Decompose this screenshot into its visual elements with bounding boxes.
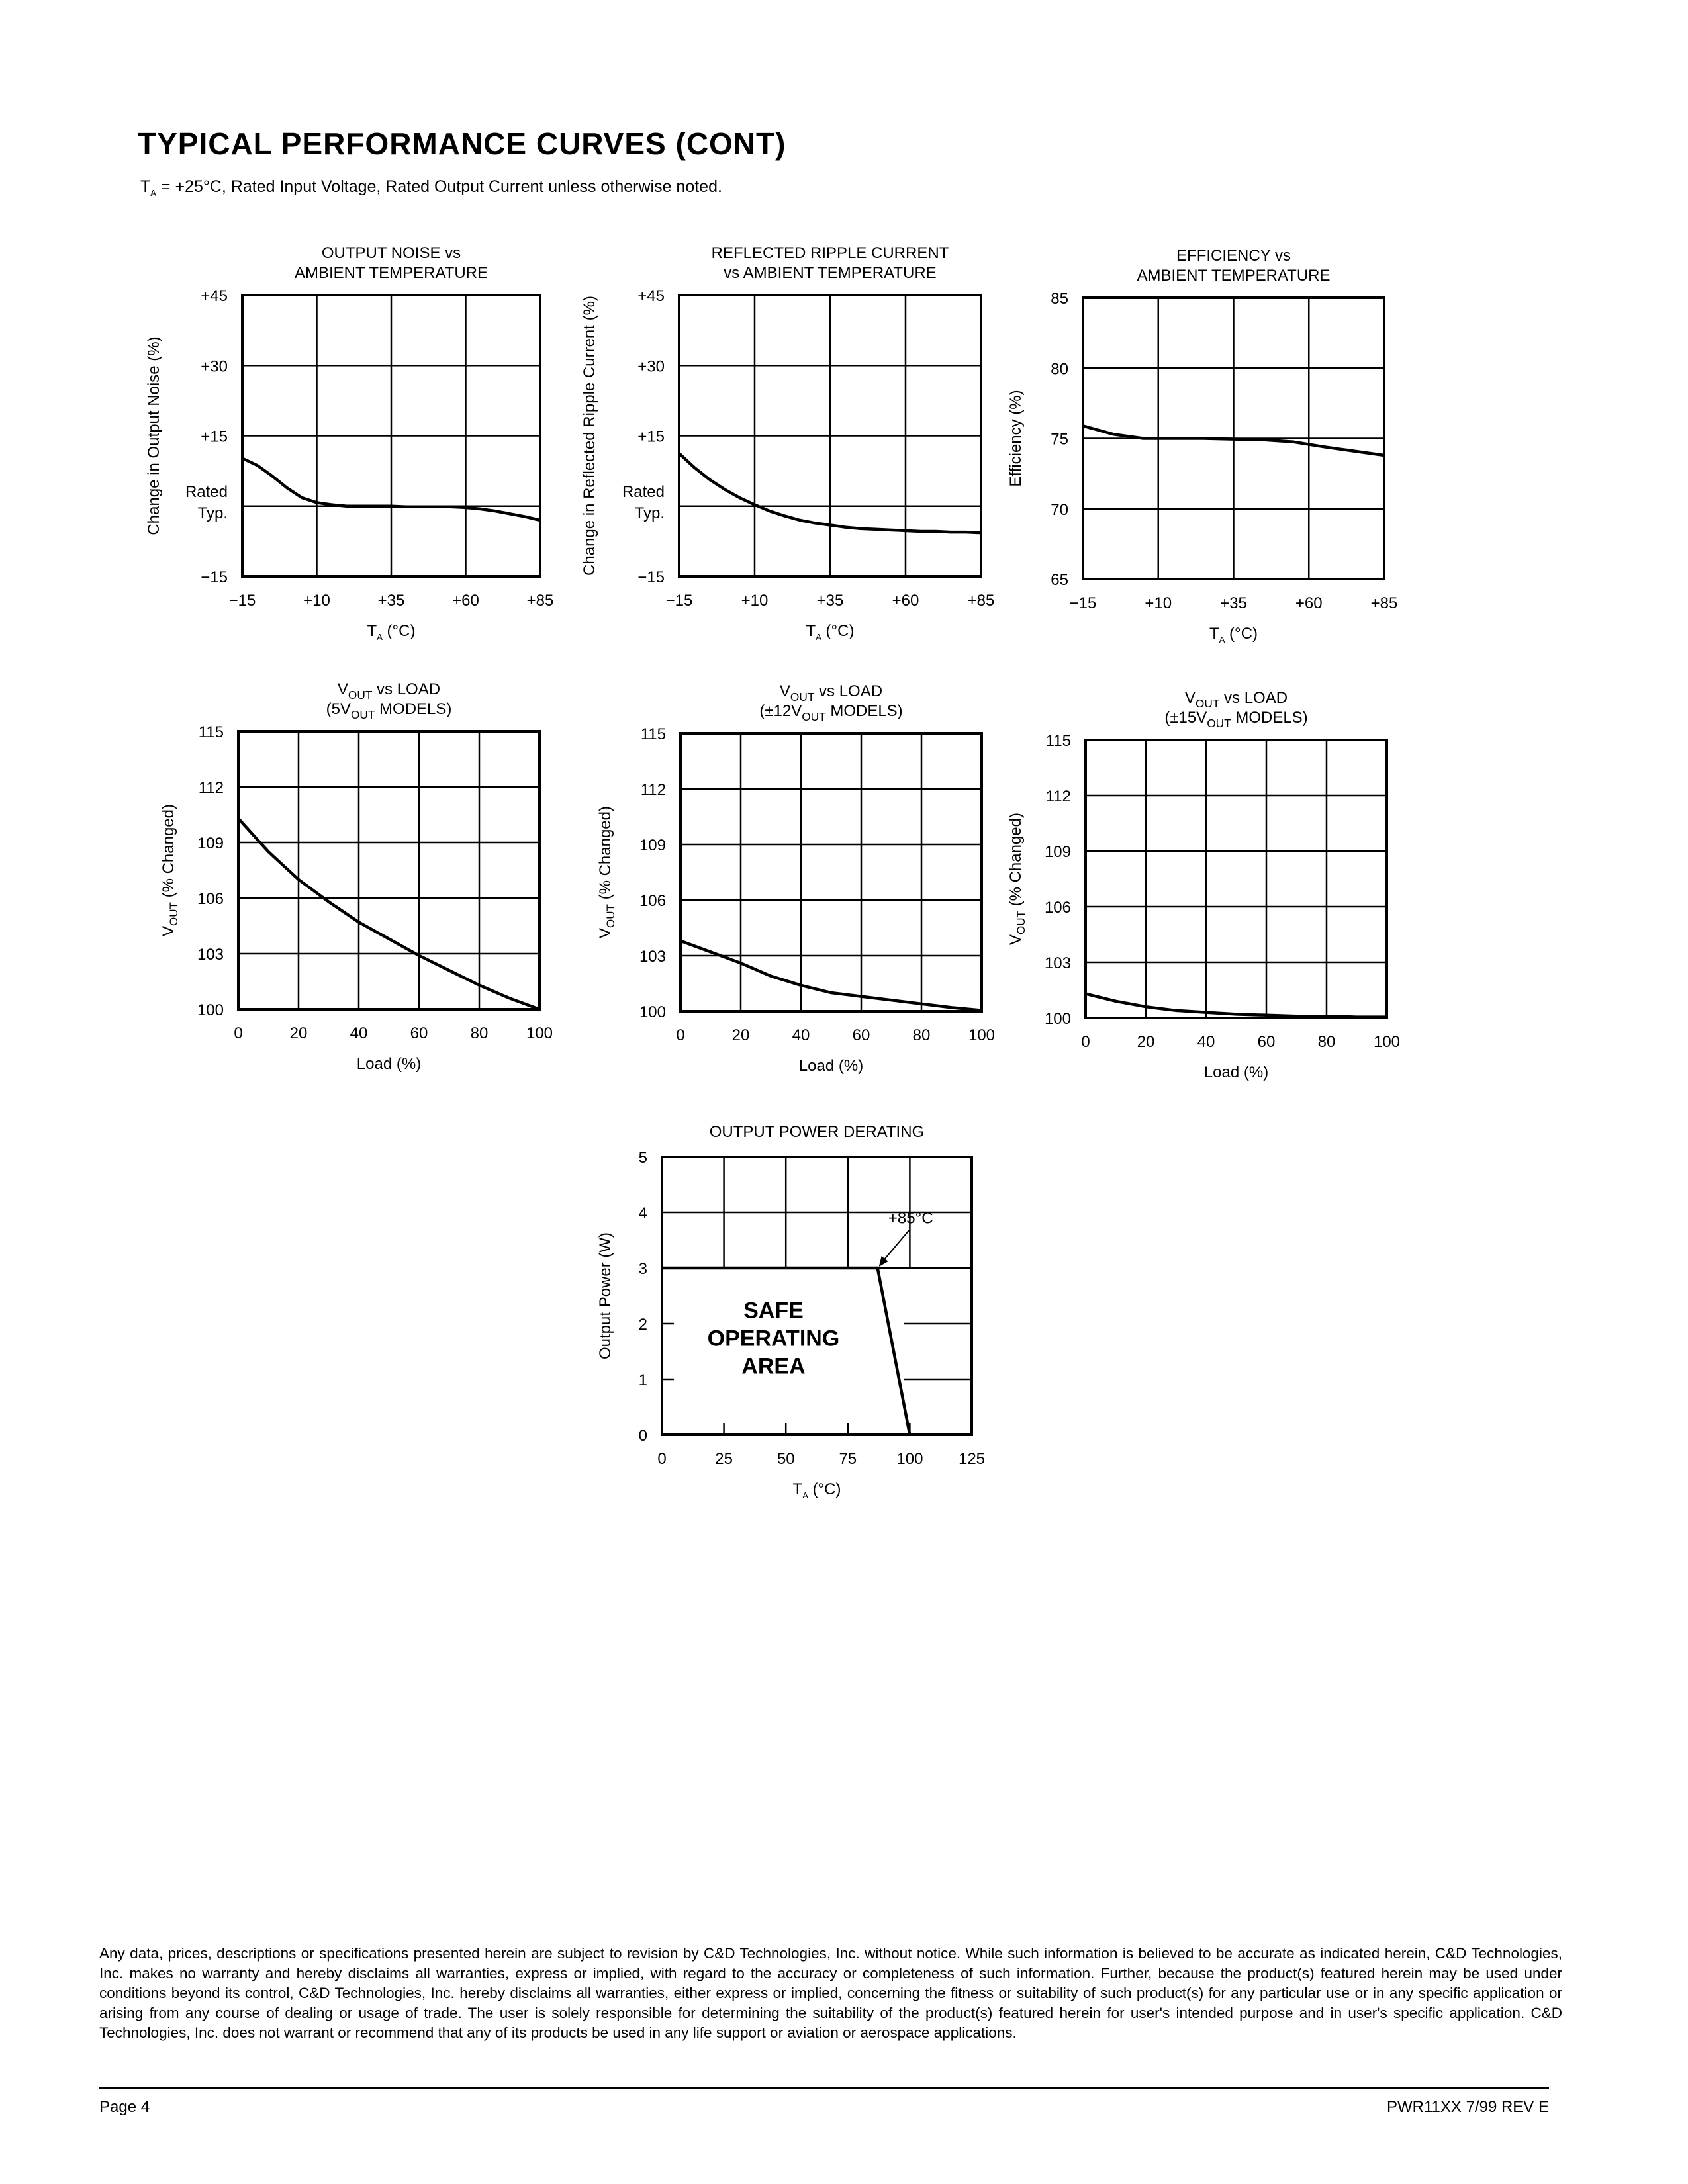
test-conditions	[140, 177, 722, 198]
y-tick-label: 1	[638, 1371, 647, 1389]
y-tick-label: 75	[1051, 430, 1068, 449]
y-axis-label: Output Power (W)	[596, 1232, 614, 1360]
chart-vout-12v	[583, 668, 1006, 1092]
chart-title-line: ($5V_{OUT}$ MODELS)	[326, 700, 452, 721]
y-tick-label: 80	[1051, 360, 1068, 379]
x-tick-label: +60	[892, 592, 919, 610]
y-tick-label: 115	[1045, 732, 1071, 750]
y-axis-label: $V_{OUT}$ (% Changed)	[160, 804, 180, 936]
page-heading: TYPICAL PERFORMANCE CURVES (CONT)	[138, 126, 786, 161]
series-line	[680, 941, 982, 1011]
y-tick-label: 112	[640, 781, 666, 799]
y-tick-label: +45	[637, 287, 665, 305]
y-tick-label: 115	[640, 725, 666, 743]
x-tick-label: +10	[1145, 594, 1172, 612]
y-axis-label: $V_{OUT}$ (% Changed)	[596, 806, 617, 938]
y-tick-label: 4	[638, 1205, 647, 1222]
x-tick-label: −15	[665, 592, 693, 610]
x-tick-label: 20	[1137, 1033, 1155, 1051]
y-axis-label: Change in Reflected Ripple Current (%)	[581, 296, 598, 576]
x-tick-label: 125	[958, 1450, 986, 1468]
series-line	[1086, 994, 1387, 1017]
cond-t: T	[140, 177, 151, 196]
y-tick-label: +45	[201, 287, 228, 305]
plot-frame	[680, 733, 982, 1011]
y-axis-label: $V_{OUT}$ (% Changed)	[1007, 813, 1027, 945]
y-tick-label: 0	[638, 1427, 647, 1445]
chart-title-line: $V_{OUT}$ vs LOAD	[779, 682, 883, 704]
x-tick-label: 60	[1257, 1033, 1276, 1051]
x-tick-label: +35	[1220, 594, 1247, 612]
chart-title-line: AMBIENT TEMPERATURE	[1137, 267, 1331, 285]
y-tick-label: −15	[637, 569, 665, 586]
x-tick-label: 100	[968, 1026, 996, 1044]
x-axis-label: $T_A$ (°C)	[1209, 625, 1258, 645]
y-tick-label: 109	[639, 837, 666, 854]
x-tick-label: +60	[1295, 594, 1323, 612]
x-tick-label: 100	[1373, 1033, 1401, 1051]
y-tick-label: 5	[638, 1149, 647, 1167]
x-tick-label: 25	[715, 1450, 733, 1468]
x-tick-label: 20	[731, 1026, 750, 1044]
y-tick-label: 2	[638, 1316, 647, 1334]
y-tick-label: Rated	[622, 482, 665, 501]
x-tick-label: 60	[410, 1024, 428, 1042]
x-tick-label: +85	[526, 592, 554, 610]
y-tick-label: 109	[1044, 843, 1071, 861]
y-tick-label: 100	[1044, 1010, 1071, 1028]
x-tick-label: 75	[839, 1450, 857, 1468]
chart-output-noise	[139, 238, 576, 649]
x-tick-label: 0	[676, 1026, 685, 1044]
y-tick-label: 106	[197, 890, 224, 908]
x-axis-label: Load (%)	[356, 1055, 422, 1073]
footer-rule	[99, 2087, 1549, 2089]
x-axis-label: Load (%)	[1203, 1064, 1269, 1081]
y-tick-label: 70	[1051, 500, 1068, 519]
x-tick-label: 40	[1197, 1033, 1215, 1051]
y-axis-label: Efficiency (%)	[1007, 390, 1025, 487]
annotation-arrowhead	[879, 1256, 888, 1267]
y-tick-label: 106	[639, 892, 666, 910]
chart-title-line: REFLECTED RIPPLE CURRENT	[711, 244, 949, 262]
disclaimer-text: Any data, prices, descriptions or specifications presented herein are subject to revision by C&D Technologies, Inc. without notice. While such information is believed to be accurate as indicated herein, C&D Technologies, Inc. makes no warranty and hereby disclaims all warranties, express or implied, with regard to the accuracy or completeness of such information. Further, because the product(s) featured herein may be used under conditions beyond its control, C&D Technologies, Inc. hereby disclaims all warranties, either express or implied, concerning the fitness or suitability of such product(s) for any particular use or in any specific application or arising from any course of dealing or usage of trade. The user is solely responsible for determining the suitability of the product(s) featured herein for user's intended purpose and in user's specific application. C&D Technologies, Inc. does not warrant or recommend that any of its products be used in any life support or aviation or aerospace applications.	[99, 1945, 1562, 2041]
x-tick-label: 20	[289, 1024, 308, 1042]
chart-title-line: EFFICIENCY vs	[1176, 247, 1291, 265]
chart-title-line: $V_{OUT}$ vs LOAD	[337, 680, 441, 702]
safe-area-label: AREA	[741, 1353, 806, 1379]
x-tick-label: −15	[228, 592, 256, 610]
chart-vout-15v	[993, 675, 1417, 1099]
chart-title-line: AMBIENT TEMPERATURE	[294, 264, 489, 282]
x-tick-label: 50	[776, 1450, 795, 1468]
plot-frame	[238, 731, 539, 1009]
chart-title-line: $V_{OUT}$ vs LOAD	[1184, 689, 1288, 710]
x-tick-label: +10	[303, 592, 330, 610]
x-tick-label: 80	[470, 1024, 489, 1042]
y-tick-label: 103	[197, 946, 224, 964]
y-tick-label: +15	[201, 428, 228, 446]
y-tick-label: Typ.	[634, 504, 665, 522]
y-tick-label: 112	[198, 779, 224, 797]
x-tick-label: 80	[912, 1026, 931, 1044]
y-tick-label: +15	[637, 428, 665, 446]
x-tick-label: 0	[657, 1450, 667, 1468]
y-tick-label: 65	[1051, 571, 1068, 589]
y-tick-label: +30	[637, 357, 665, 376]
y-tick-label: Rated	[185, 482, 228, 501]
x-tick-label: +10	[741, 592, 769, 610]
x-tick-label: 80	[1317, 1033, 1336, 1051]
y-tick-label: 112	[1045, 788, 1071, 805]
plot-frame	[662, 1157, 972, 1435]
x-tick-label: −15	[1069, 594, 1097, 612]
x-tick-label: +85	[967, 592, 995, 610]
page-number: Page 4	[99, 2098, 150, 2116]
y-tick-label: 100	[197, 1001, 224, 1019]
y-tick-label: 85	[1051, 290, 1068, 308]
x-axis-label: Load (%)	[798, 1057, 864, 1075]
safe-area-label: SAFE	[743, 1298, 804, 1324]
series-line	[238, 819, 539, 1009]
plot-frame	[1086, 740, 1387, 1018]
y-tick-label: −15	[201, 569, 228, 586]
y-tick-label: Typ.	[197, 504, 228, 522]
x-tick-label: 40	[792, 1026, 810, 1044]
chart-title-line: OUTPUT NOISE vs	[321, 244, 461, 262]
chart-title-line: ($\pm 15V_{OUT}$ MODELS)	[1164, 709, 1308, 730]
cond-a: A	[150, 188, 156, 198]
document-id: PWR11XX 7/99 REV E	[1387, 2098, 1549, 2116]
y-axis-label: Change in Output Noise (%)	[145, 336, 163, 535]
series-line	[662, 1268, 910, 1435]
x-axis-label: $T_A$ (°C)	[792, 1480, 841, 1500]
annotation-arrow	[882, 1230, 910, 1263]
x-tick-label: 100	[896, 1450, 923, 1468]
x-tick-label: 0	[234, 1024, 243, 1042]
x-tick-label: 60	[852, 1026, 870, 1044]
y-tick-label: +30	[201, 357, 228, 376]
x-tick-label: +60	[452, 592, 479, 610]
chart-title-line: OUTPUT POWER DERATING	[709, 1123, 925, 1141]
x-tick-label: 40	[350, 1024, 368, 1042]
chart-efficiency	[993, 238, 1417, 649]
y-tick-label: 3	[638, 1260, 647, 1278]
y-tick-label: 109	[197, 835, 224, 852]
y-tick-label: 103	[639, 948, 666, 966]
x-tick-label: +35	[816, 592, 844, 610]
chart-title-line: vs AMBIENT TEMPERATURE	[724, 264, 937, 282]
y-tick-label: 115	[198, 723, 224, 741]
safe-area-label: OPERATING	[707, 1326, 840, 1351]
cond-rest: = +25°C, Rated Input Voltage, Rated Output Current unless otherwise noted.	[156, 177, 722, 196]
chart-reflected-ripple	[576, 238, 1000, 649]
chart-vout-5v	[146, 668, 569, 1092]
chart-power-derating	[583, 1118, 1006, 1522]
x-axis-label: $T_A$ (°C)	[806, 622, 855, 642]
y-tick-label: 103	[1044, 954, 1071, 972]
x-tick-label: +85	[1370, 594, 1398, 612]
chart-title-line: ($\pm 12V_{OUT}$ MODELS)	[759, 702, 903, 723]
y-tick-label: 100	[639, 1003, 666, 1021]
y-tick-label: 106	[1044, 899, 1071, 917]
x-tick-label: +35	[377, 592, 405, 610]
x-axis-label: $T_A$ (°C)	[367, 622, 416, 642]
x-tick-label: 100	[526, 1024, 553, 1042]
x-tick-label: 0	[1081, 1033, 1090, 1051]
annotation-85c: +85°C	[888, 1209, 933, 1228]
